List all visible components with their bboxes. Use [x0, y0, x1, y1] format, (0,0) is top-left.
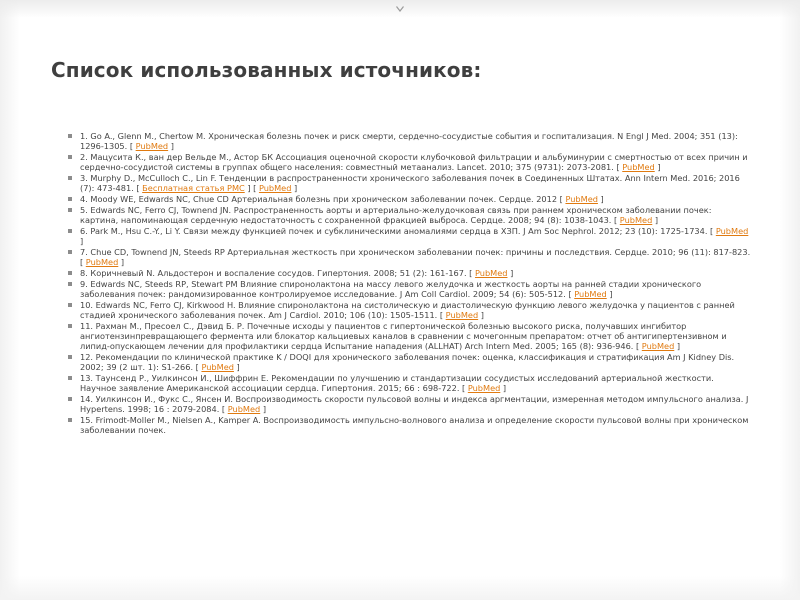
reference-item: [80, 415, 752, 436]
reference-item: [80, 226, 752, 247]
reference-text: 14. Уилкинсон И., Фукс С., Янсен И. Воспроизводимость скорости пульсовой волны и индекса аргментации, измеренная методом импульсного анализа. J Hypertens. 1998; 16 : 2079-2084. [: [80, 394, 749, 414]
pubmed-link[interactable]: PubMed: [622, 162, 655, 172]
reference-text: 6. Park M., Hsu C.-Y., Li Y. Связи между функцией почек и субклиническими аномалиями сердца в ХЗП. J Am Soc Nephrol. 2012; 23 (10): 1725-1734. [: [80, 226, 716, 236]
reference-item: [80, 205, 752, 226]
reference-text: 4. Moody WE, Edwards NC, Chue CD Артериальная болезнь при хроническом заболевании почек. Сердце. 2012 [: [80, 194, 566, 204]
reference-bracket: ]: [652, 215, 659, 225]
reference-text: 13. Таунсенд Р., Уилкинсон И., Шиффрин Е. Рекомендации по улучшению и стандартизации сосудистых исследований артериальной жесткости. Научное заявление Американской ассоциации сердца. Гипертония. 2015; 66 : 698-722. [: [80, 373, 714, 393]
reference-text: 11. Рахман М., Пресоел С., Дэвид Б. Р. Почечные исходы у пациентов с гипертонической болезнью высокого риска, получавших ингибитор ангиотензинпревращающего фермента или блокатор кальциевых каналов в сравнении с мочегонным препаратом: отчет об антигипертензивном и липид-опускающем лечении для профилактики сердца Испытание нападения (ALLHAT) Arch Intern Med. 2005; 165 (8): 936-946. [: [80, 321, 727, 351]
page-title: Список использованных источников:: [51, 58, 482, 82]
reference-text: 5. Edwards NC, Ferro CJ, Townend JN. Распространенность аорты и артериально-желудочковая связь при раннем хроническом заболевании почек: картина, напоминающая сердечную недостаточность с сохраненной фракцией выброса. Сердце. 2008; 94 (8): 1038-1043. [: [80, 205, 712, 225]
pubmed-link[interactable]: PubMed: [85, 257, 119, 267]
reference-text: 10. Edwards NC, Ferro CJ, Kirkwood H. Влияние спиронолактона на систолическую и диастолическую функцию левого желудочка у пациентов с ранней стадией хронического заболевания почек. Am J Cardiol. 2010; 106 (10): 1505-1511. [: [80, 300, 735, 320]
pubmed-link[interactable]: PubMed: [715, 226, 749, 236]
reference-item: [80, 321, 752, 352]
reference-item: [80, 131, 752, 152]
reference-bracket: ]: [233, 362, 240, 372]
pubmed-link[interactable]: PubMed: [619, 215, 653, 225]
pubmed-link[interactable]: PubMed: [201, 362, 234, 372]
reference-bracket: ]: [80, 236, 84, 246]
pubmed-link[interactable]: PubMed: [135, 141, 169, 151]
reference-text: 7. Chue CD, Townend JN, Steeds RP Артериальная жесткость при хроническом заболевании почек: причины и последствия. Сердце. 2010; 96 (11): 817-823. [: [80, 247, 751, 267]
pubmed-link[interactable]: PubMed: [574, 289, 607, 299]
reference-bracket: ]: [507, 268, 514, 278]
pubmed-link[interactable]: PubMed: [467, 383, 501, 393]
reference-text: 1. Go A., Glenn M., Chertow M. Хроническая болезнь почек и риск смерти, сердечно-сосудистые события и госпитализация. N Engl J Med. 2004; 351 (13): 1296-1305. [: [80, 131, 738, 151]
reference-list: [80, 131, 752, 436]
reference-bracket: ]: [654, 162, 661, 172]
reference-item: [80, 247, 752, 268]
pubmed-link[interactable]: PubMed: [474, 268, 508, 278]
pubmed-link[interactable]: PubMed: [565, 194, 598, 204]
reference-separator: ] [: [244, 183, 259, 193]
reference-bracket: ]: [118, 257, 125, 267]
reference-bracket: ]: [597, 194, 604, 204]
pubmed-link[interactable]: PubMed: [445, 310, 479, 320]
reference-bracket: ]: [674, 341, 681, 351]
chevron-down-icon[interactable]: [396, 6, 404, 12]
reference-item: [80, 173, 752, 194]
reference-text: 15. Frimodt-Moller M., Nielsen A., Kamper A. Воспроизводимость импульсно-волнового анализа и определение скорости пульсовой волны при хроническом заболевании почек.: [80, 415, 749, 435]
reference-bracket: ]: [606, 289, 613, 299]
reference-bracket: ]: [291, 183, 298, 193]
pubmed-link[interactable]: PubMed: [641, 341, 675, 351]
reference-bracket: ]: [168, 141, 174, 151]
reference-bracket: ]: [260, 404, 267, 414]
reference-item: [80, 373, 752, 394]
reference-item: [80, 268, 752, 279]
pubmed-link[interactable]: PubMed: [258, 183, 292, 193]
reference-text: 9. Edwards NC, Steeds RP, Stewart PM Влияние спиронолактона на массу левого желудочка и жесткость аорты на ранней стадии хронического заболевания почек: рандомизированное контролируемое исследование. J Am Coll Cardiol. 2009; 54 (6): 505-512. [: [80, 279, 702, 299]
reference-item: [80, 394, 752, 415]
reference-item: [80, 279, 752, 300]
reference-item: [80, 152, 752, 173]
reference-text: 8. Коричневый N. Альдостерон и воспаление сосудов. Гипертония. 2008; 51 (2): 161-167. [: [80, 268, 475, 278]
pmc-free-article-link[interactable]: Бесплатная статья PMC: [142, 183, 245, 193]
pubmed-link[interactable]: PubMed: [227, 404, 261, 414]
reference-item: [80, 352, 752, 373]
reference-item: [80, 194, 752, 205]
reference-bracket: ]: [500, 383, 507, 393]
reference-text: 3. Murphy D., McCulloch C., Lin F. Тенденции в распространенности хронического заболевания почек в Соединенных Штатах. Ann Intern Med. 2016; 2016 (7): 473-481. [: [80, 173, 740, 193]
reference-item: [80, 300, 752, 321]
reference-bracket: ]: [478, 310, 484, 320]
reference-text: 12. Рекомендации по клинической практике K / DOQI для хронического заболевания почек: оценка, классификация и стратификация Am J Kidney Dis. 2002; 39 (2 шт. 1): S1-266. [: [80, 352, 735, 372]
reference-text: 2. Мацусита К., ван дер Вельде М., Астор БК Ассоциация оценочной скорости клубочковой фильтрации и альбуминурии с смертностью от всех причин и сердечно-сосудистой системы в группах общего населения: совместный метаанализ. Lancet. 2010; 375 (9731): 2073-2081. [: [80, 152, 748, 172]
